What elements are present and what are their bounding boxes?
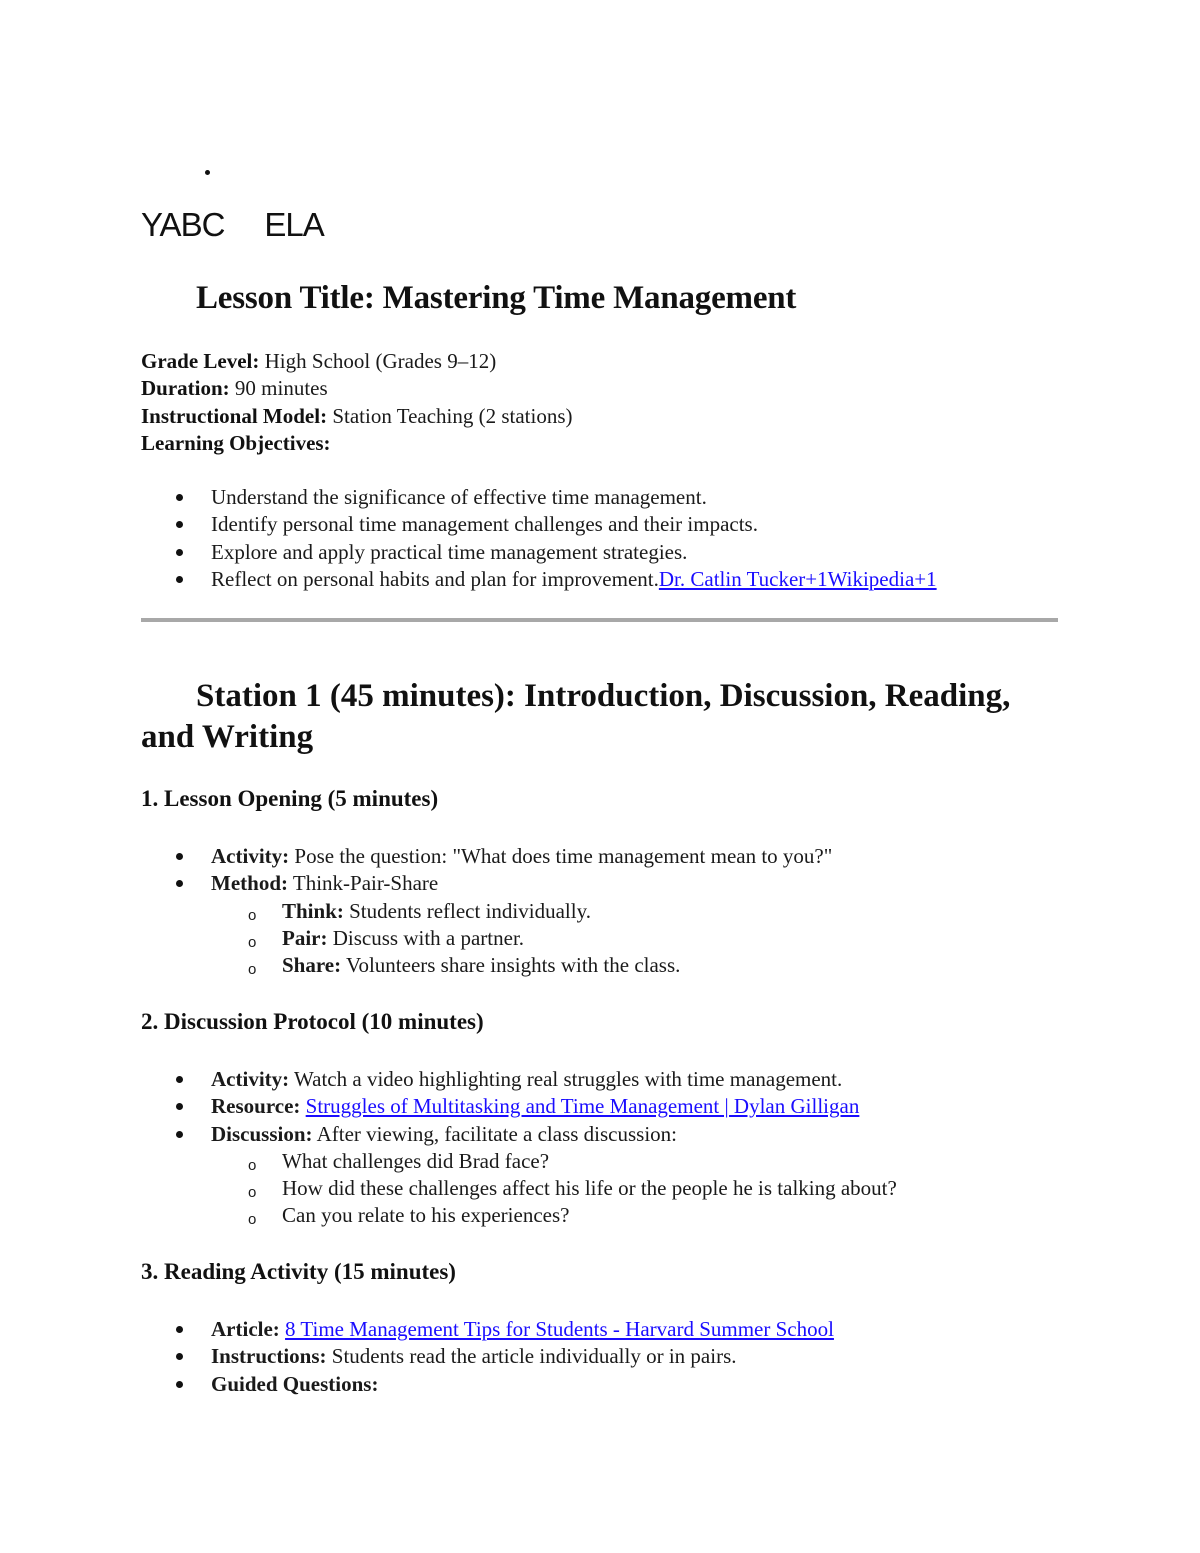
model-label: Instructional Model:	[141, 403, 328, 428]
grade-label: Grade Level:	[141, 349, 260, 373]
instructions-value: Students read the article individually or in pairs.	[326, 1344, 737, 1369]
list-item: Understand the significance of effective time management.	[141, 484, 937, 511]
list-item	[141, 1343, 834, 1370]
objectives-heading	[141, 430, 573, 457]
discussion-value: After viewing, facilitate a class discussion:	[312, 1121, 678, 1146]
list-item	[141, 870, 832, 979]
list-item: Explore and apply practical time management strategies.	[141, 539, 937, 566]
instructions-label: Instructions:	[211, 1344, 327, 1369]
list-item	[141, 843, 832, 870]
objectives-list	[141, 484, 937, 593]
article-label: Article:	[211, 1317, 280, 1341]
header-subject: ELA	[264, 206, 324, 243]
duration-label: Duration:	[141, 376, 230, 401]
activity-label: Activity:	[211, 1067, 290, 1091]
list-item	[141, 1371, 834, 1398]
method-sublist	[211, 898, 832, 980]
method-label: Method:	[211, 871, 288, 896]
list-item	[141, 566, 937, 593]
list-item	[141, 1093, 897, 1120]
activity-label: Activity:	[211, 844, 290, 868]
document-header	[141, 206, 324, 244]
objectives-label: Learning Objectives:	[141, 430, 331, 455]
instructional-model	[141, 403, 573, 430]
grade-level	[141, 348, 573, 375]
video-resource-link[interactable]: Struggles of Multitasking and Time Management | Dylan Gilligan	[305, 1094, 860, 1119]
model-value: Station Teaching (2 stations)	[327, 403, 573, 428]
list-item	[211, 898, 832, 925]
article-link[interactable]: 8 Time Management Tips for Students - Harvard Summer School	[285, 1317, 834, 1341]
pair-value: Discuss with a partner.	[327, 925, 525, 950]
list-item: o Can you relate to his experiences?	[211, 1202, 897, 1229]
grade-value: High School (Grades 9–12)	[259, 349, 497, 373]
resource-label: Resource:	[211, 1094, 301, 1119]
method-value: Think-Pair-Share	[288, 871, 439, 896]
list-item	[141, 1121, 897, 1230]
list-item: Identify personal time management challenges and their impacts.	[141, 511, 937, 538]
lesson-opening-list	[141, 843, 832, 979]
list-item	[211, 925, 832, 952]
pair-label: Pair:	[282, 925, 328, 950]
objective-source-link[interactable]: Dr. Catlin Tucker+1Wikipedia+1	[658, 566, 937, 591]
share-label: Share:	[282, 953, 342, 978]
section-lesson-opening-title: 1. Lesson Opening (5 minutes)	[141, 786, 439, 811]
duration	[141, 375, 573, 402]
think-value: Students reflect individually.	[343, 898, 591, 923]
guided-questions-label: Guided Questions:	[211, 1371, 379, 1396]
list-item	[141, 1066, 897, 1093]
activity-value: Pose the question: "What does time management mean to you?"	[289, 844, 833, 868]
think-label: Think:	[282, 898, 344, 923]
list-item: o How did these challenges affect his life or the people he is talking about?	[211, 1175, 897, 1202]
list-item	[141, 1316, 834, 1343]
activity-value: Watch a video highlighting real struggles with time management.	[289, 1067, 843, 1091]
reading-activity-list	[141, 1316, 834, 1398]
discussion-label: Discussion:	[211, 1121, 313, 1146]
duration-value: 90 minutes	[229, 376, 328, 401]
lesson-meta	[141, 348, 573, 457]
share-value: Volunteers share insights with the class.	[341, 953, 681, 978]
lesson-title: Lesson Title: Mastering Time Management	[196, 280, 797, 316]
station-1-title: Station 1 (45 minutes): Introduction, Discussion, Reading, and Writing	[141, 678, 1011, 755]
discussion-questions	[211, 1148, 897, 1230]
objective-text: Reflect on personal habits and plan for improvement.	[211, 566, 659, 591]
bullet-dot	[205, 170, 210, 175]
discussion-protocol-list	[141, 1066, 897, 1230]
section-reading-activity-title: 3. Reading Activity (15 minutes)	[141, 1259, 456, 1284]
list-item: o What challenges did Brad face?	[211, 1148, 897, 1175]
header-school: YABC	[141, 206, 225, 243]
section-discussion-protocol-title: 2. Discussion Protocol (10 minutes)	[141, 1009, 484, 1034]
list-item	[211, 952, 832, 979]
horizontal-rule	[141, 618, 1058, 622]
